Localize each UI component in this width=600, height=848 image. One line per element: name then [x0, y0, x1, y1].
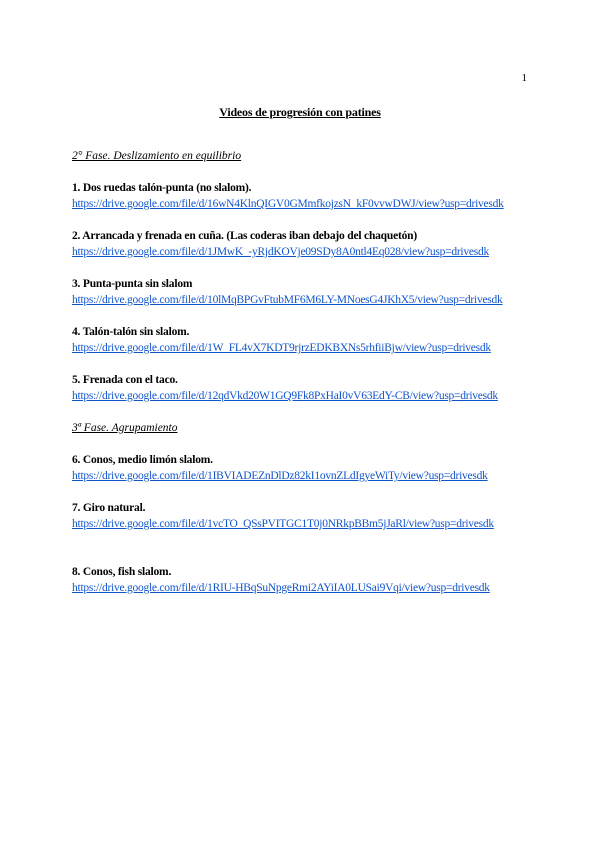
page-number: 1 — [521, 72, 527, 84]
video-link[interactable]: https://drive.google.com/file/d/1vcTO_QSsPVITGC1T0j0NRkpBBm5jJaRl/view?usp=drivesdk — [72, 518, 494, 530]
video-entry-title: 8. Conos, fish slalom. — [72, 566, 172, 578]
video-entry-4 — [72, 324, 528, 356]
video-link[interactable]: https://drive.google.com/file/d/1JMwK_-yRjdKOVje09SDy8A0ntl4Eq028/view?usp=drivesdk — [72, 246, 489, 258]
document-body — [72, 148, 528, 612]
video-entry-2 — [72, 228, 528, 260]
video-link[interactable]: https://drive.google.com/file/d/10lMqBPGvFtubMF6M6LY-MNoesG4JKhX5/view?usp=drivesdk — [72, 294, 503, 306]
document-title: Videos de progresión con patines — [219, 105, 381, 119]
video-entry-1 — [72, 180, 528, 212]
video-link[interactable]: https://drive.google.com/file/d/1RIU-HBqSuNpgeRmi2AYiIA0LUSai9Vqi/view?usp=drivesdk — [72, 582, 490, 594]
video-link[interactable]: https://drive.google.com/file/d/1IBVIADEZnDlDz82kI1ovnZLdIgyeWiTy/view?usp=drivesdk — [72, 470, 488, 482]
video-entry-7 — [72, 500, 528, 532]
video-entry-5 — [72, 372, 528, 404]
video-entry-title: 2. Arrancada y frenada en cuña. (Las coderas iban debajo del chaquetón) — [72, 230, 417, 242]
video-entry-title: 3. Punta-punta sin slalom — [72, 278, 193, 290]
phase-heading-3: 3ª Fase. Agrupamiento — [72, 422, 178, 434]
phase-heading-2: 2° Fase. Deslizamiento en equilibrio — [72, 150, 242, 162]
video-entry-6 — [72, 452, 528, 484]
video-entry-3 — [72, 276, 528, 308]
video-link[interactable]: https://drive.google.com/file/d/16wN4KlnQIGV0GMmfkojzsN_kF0vvwDWJ/view?usp=drivesdk — [72, 198, 504, 210]
video-link[interactable]: https://drive.google.com/file/d/1W_FL4vX7KDT9rjrzEDKBXNs5rhfiiBjw/view?usp=drivesdk — [72, 342, 491, 354]
video-entry-title: 6. Conos, medio limón slalom. — [72, 454, 213, 466]
video-link[interactable]: https://drive.google.com/file/d/12qdVkd20W1GQ9Fk8PxHaI0vV63EdY-CB/view?usp=drivesdk — [72, 390, 498, 402]
video-entry-title: 1. Dos ruedas talón-punta (no slalom). — [72, 182, 252, 194]
video-entry-8 — [72, 564, 528, 596]
video-entry-title: 4. Talón-talón sin slalom. — [72, 326, 190, 338]
video-entry-title: 5. Frenada con el taco. — [72, 374, 178, 386]
video-entry-title: 7. Giro natural. — [72, 502, 146, 514]
